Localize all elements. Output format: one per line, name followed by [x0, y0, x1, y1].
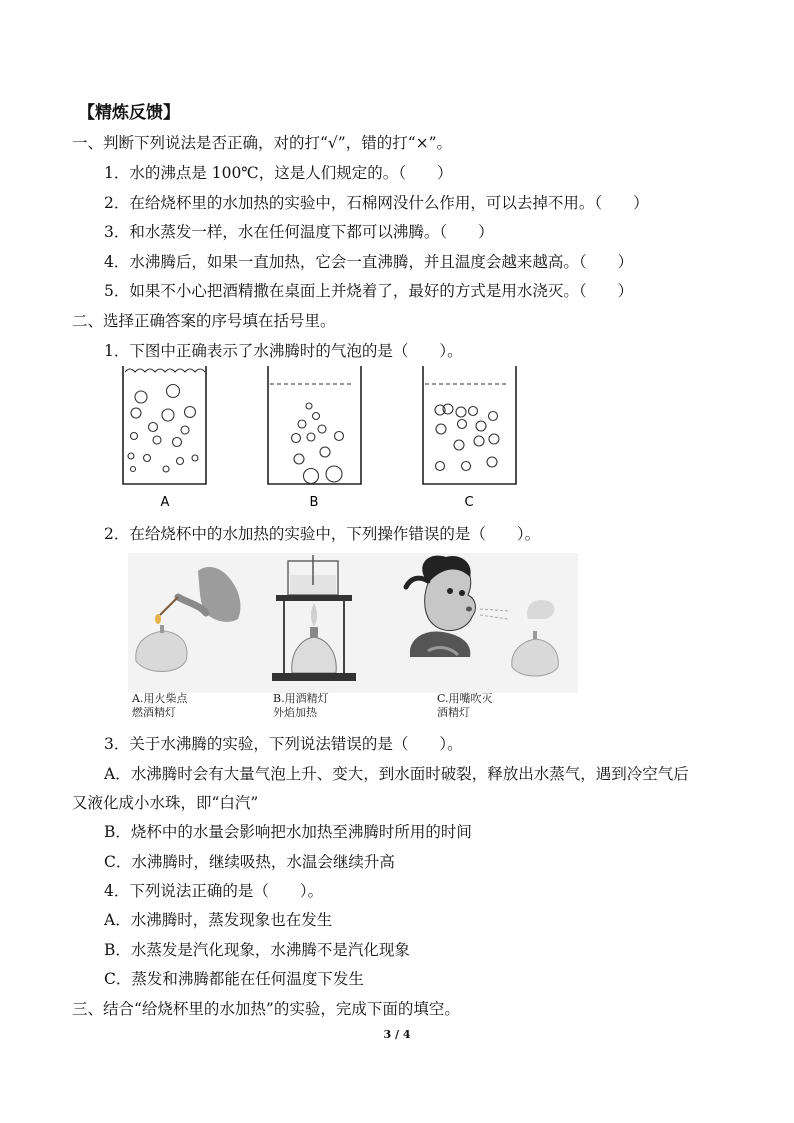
beaker-label-b: B — [309, 495, 319, 510]
q4-option-c: C．蒸发和沸腾都能在任何温度下发生 — [104, 970, 364, 988]
section2-q3: 3．关于水沸腾的实验，下列说法错误的是（ ）。 — [104, 735, 463, 753]
beaker-label-a: A — [160, 495, 170, 510]
section1-item-2: 2．在给烧杯里的水加热的实验中，石棉网没什么作用，可以去掉不用。（ ） — [104, 194, 649, 212]
section2-q1: 1．下图中正确表示了水沸腾时的气泡的是（ ）。 — [104, 342, 463, 360]
section1-item-1: 1．水的沸点是 100℃，这是人们规定的。（ ） — [104, 164, 453, 182]
caption-c: C.用嘴吹灭 酒精灯 — [437, 692, 493, 719]
q4-option-b: B．水蒸发是汽化现象，水沸腾不是汽化现象 — [104, 941, 410, 959]
section2-q2: 2．在给烧杯中的水加热的实验中，下列操作错误的是（ ）。 — [104, 525, 541, 543]
beaker-c — [423, 366, 516, 484]
lamp-operations-figure — [128, 553, 578, 693]
q3-option-a-line1: A．水沸腾时会有大量气泡上升、变大，到水面时破裂，释放出水蒸气，遇到冷空气后 — [104, 765, 689, 783]
section1-item-4: 4．水沸腾后，如果一直加热，它会一直沸腾，并且温度会越来越高。（ ） — [104, 253, 634, 271]
caption-a: A.用火柴点 燃酒精灯 — [132, 692, 188, 719]
beakers-figure — [118, 360, 528, 520]
section1-item-5: 5．如果不小心把酒精撒在桌面上并烧着了，最好的方式是用水浇灭。（ ） — [104, 282, 634, 300]
page-number: 3 / 4 — [383, 1028, 411, 1041]
q3-option-c: C．水沸腾时，继续吸热，水温会继续升高 — [104, 853, 395, 871]
section2-q4: 4．下列说法正确的是（ ）。 — [104, 882, 324, 900]
beaker-label-c: C — [464, 495, 474, 510]
q3-option-b: B．烧杯中的水量会影响把水加热至沸腾时所用的时间 — [104, 823, 472, 841]
beaker-a — [123, 366, 206, 484]
heading: 【精炼反馈】 — [78, 103, 180, 123]
beaker-b — [268, 366, 361, 484]
section3-title: 三、结合“给烧杯里的水加热”的实验，完成下面的填空。 — [72, 1000, 460, 1018]
section1-title: 一、判断下列说法是否正确，对的打“√”，错的打“×”。 — [72, 134, 453, 152]
q3-option-a-line2: 又液化成小水珠，即“白汽” — [72, 794, 259, 812]
section2-title: 二、选择正确答案的序号填在括号里。 — [72, 312, 336, 330]
q4-option-a: A．水沸腾时，蒸发现象也在发生 — [104, 911, 333, 929]
caption-b: B.用酒精灯 外焰加热 — [273, 692, 329, 719]
section1-item-3: 3．和水蒸发一样，水在任何温度下都可以沸腾。（ ） — [104, 223, 494, 241]
